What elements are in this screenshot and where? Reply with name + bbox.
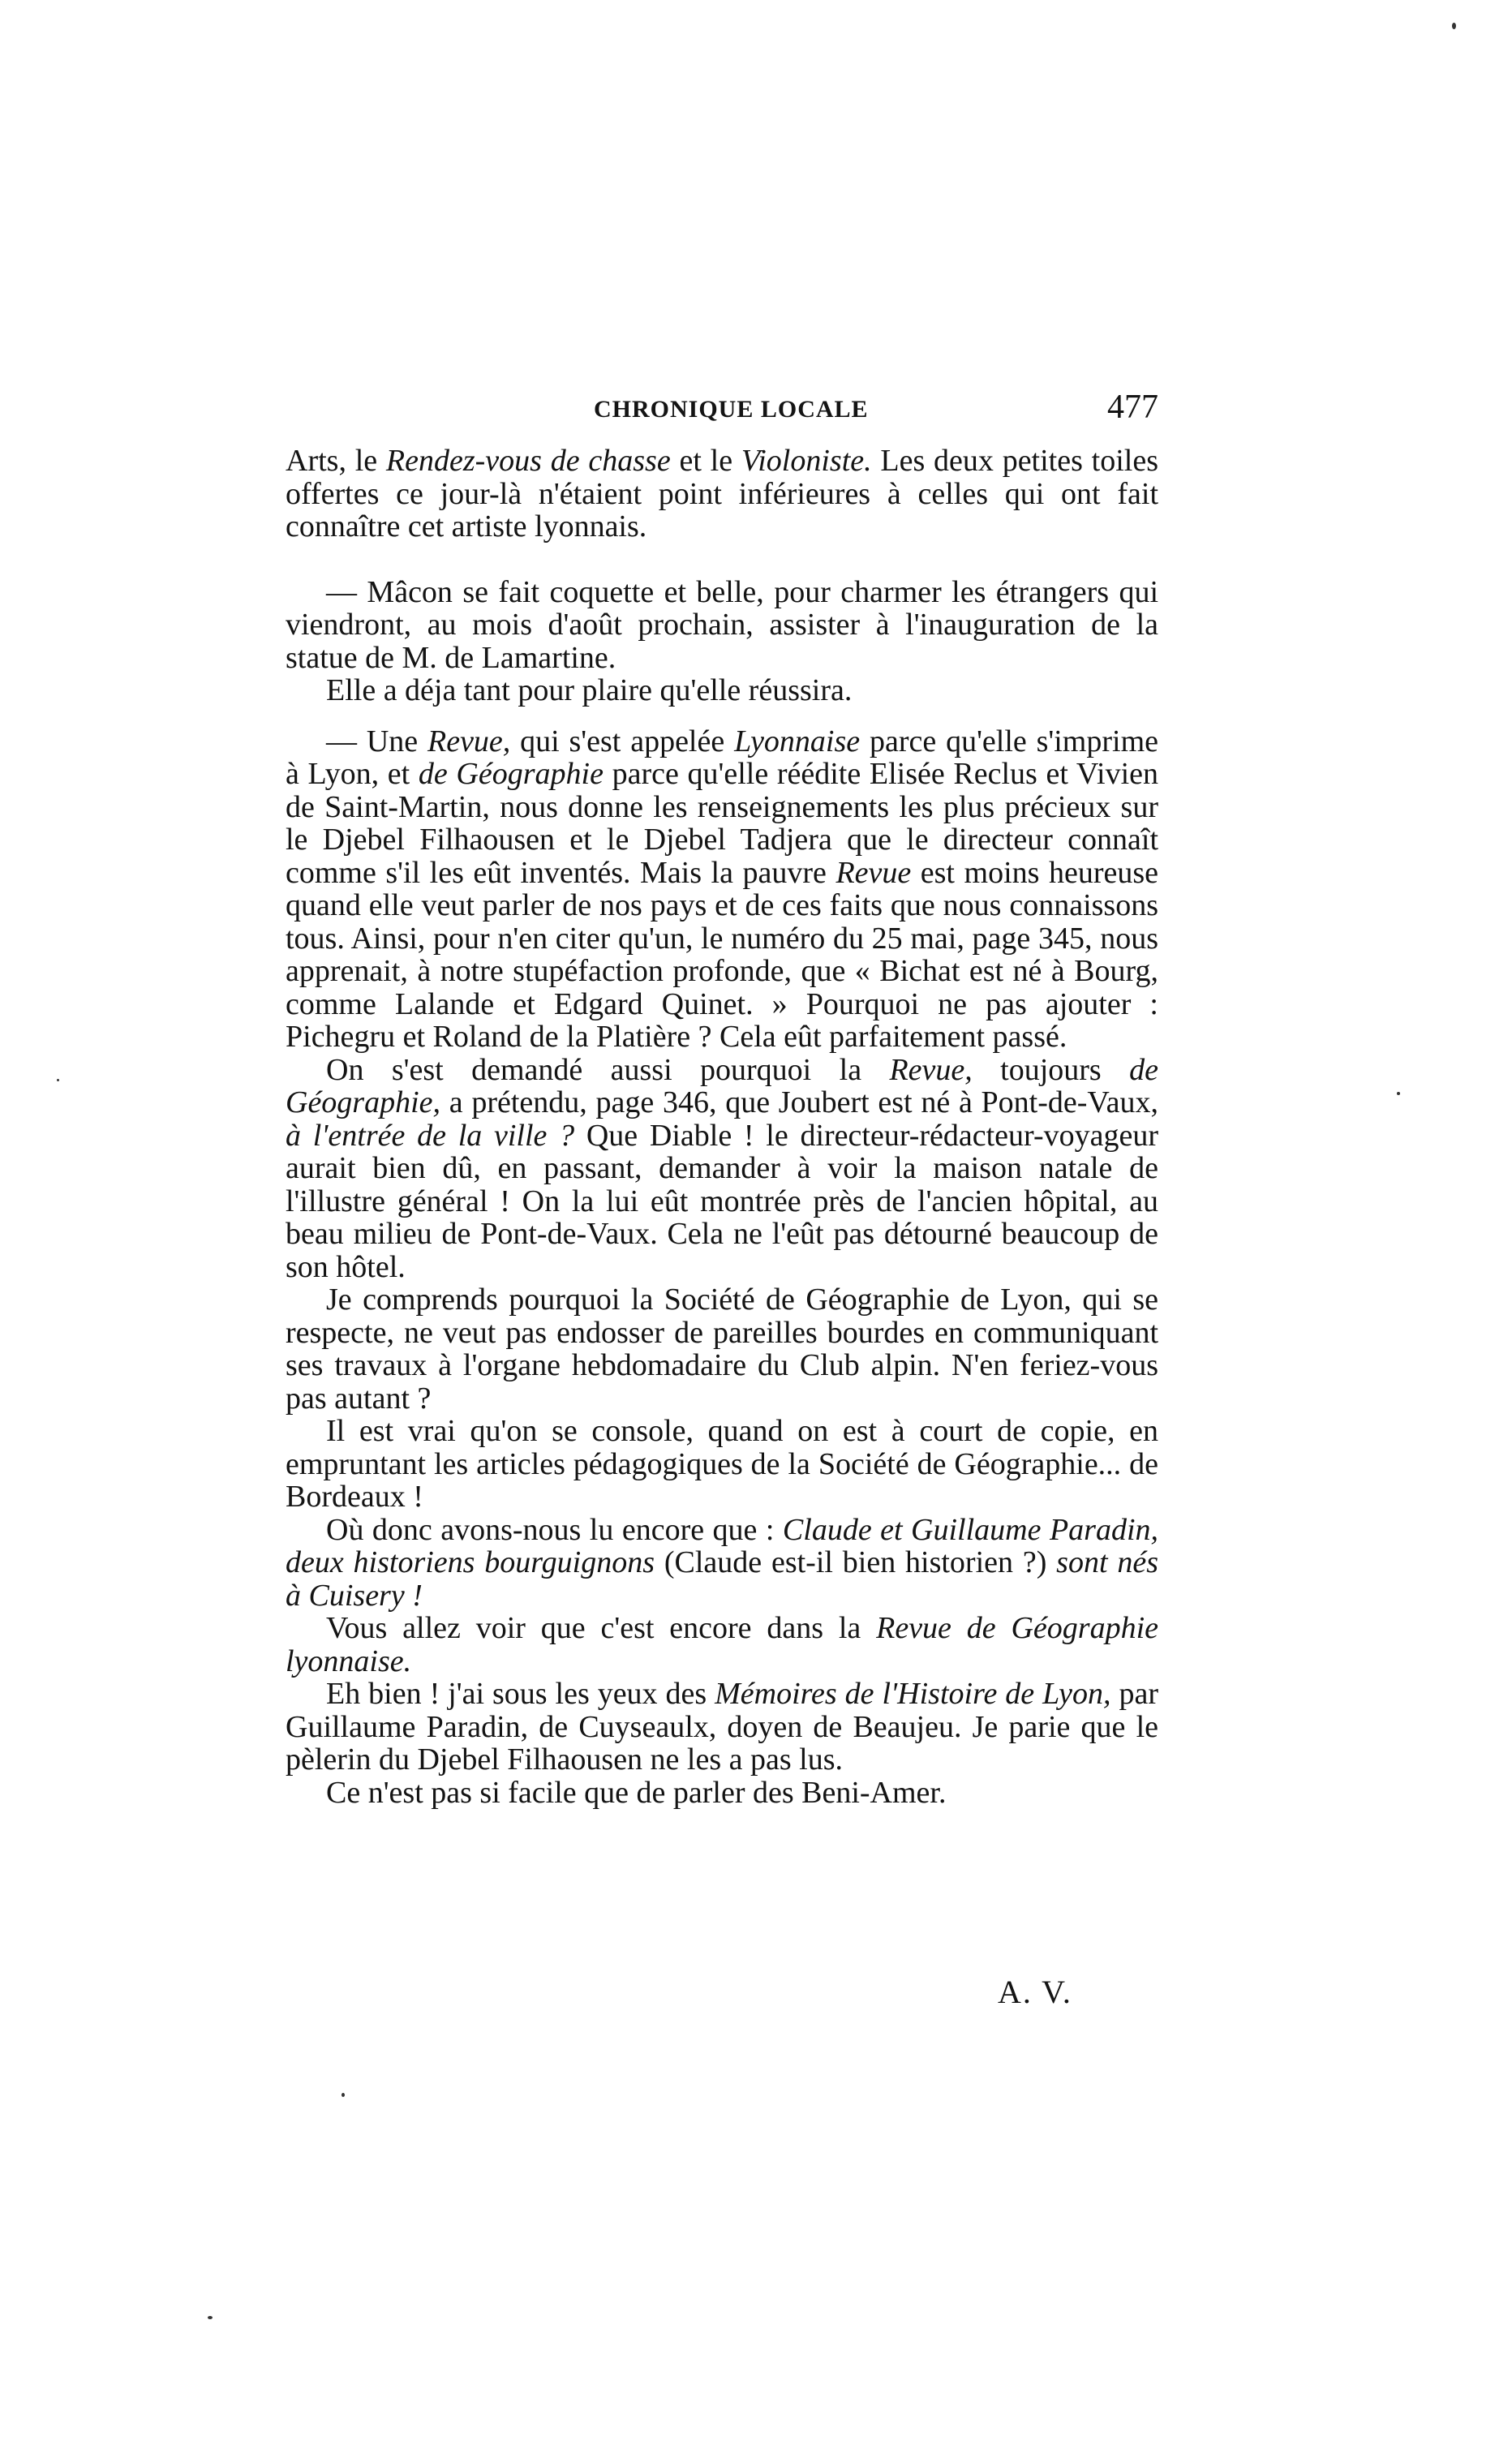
scan-speck bbox=[208, 2316, 213, 2319]
scan-speck bbox=[341, 2093, 345, 2097]
paragraph-2: — Mâcon se fait coquette et belle, pour charmer les étrangers qui viendront, au mois d'août prochain, assister à l'inauguration de la statue de M. de Lamartine. bbox=[286, 574, 1158, 675]
italic-title: de Géographie, bbox=[286, 1052, 1158, 1119]
scan-speck bbox=[57, 1079, 59, 1081]
text-run: a prétendu, page 346, que Joubert est né à Pont-de-Vaux, bbox=[440, 1085, 1158, 1119]
paragraph-4 bbox=[286, 725, 1158, 1054]
paragraph-5 bbox=[286, 1054, 1158, 1284]
italic-title: à l'entrée de la ville ? bbox=[286, 1118, 575, 1153]
italic-title: Violoniste. bbox=[741, 444, 872, 478]
paragraph-3: Elle a déja tant pour plaire qu'elle réussira. bbox=[326, 673, 853, 707]
text-run: toujours bbox=[972, 1052, 1130, 1087]
page-header bbox=[286, 388, 1158, 436]
italic-title: Revue, bbox=[889, 1052, 973, 1087]
signature: A. V. bbox=[998, 1974, 1072, 2010]
italic-title: Lyonnaise bbox=[734, 724, 861, 758]
text-run: Eh bien ! j'ai sous les yeux des bbox=[326, 1677, 715, 1711]
text-run: est moins heureuse quand elle veut parler de nos pays et de ces faits que nous connaissons tous. Ainsi, pour n'en citer qu'un, le numéro du 25 mai, page 345, nous apprenait, à notre stupéfaction profonde, que « Bichat est né à Bourg, comme Lalande et Edgard Quinet. » Pourquoi ne pas ajouter : Pichegru et Roland de la Platière ? Cela eût parfaitement passé. bbox=[286, 855, 1158, 1054]
paragraph-1 bbox=[286, 445, 1158, 544]
paragraph-9 bbox=[286, 1612, 1158, 1678]
text-run: Où donc avons-nous lu encore que : bbox=[326, 1512, 783, 1547]
paragraph-7: Il est vrai qu'on se console, quand on est à court de copie, en empruntant les articles pédagogiques de la Société de Géographie... de Bordeaux ! bbox=[286, 1414, 1158, 1514]
paragraph-11: Ce n'est pas si facile que de parler des Beni-Amer. bbox=[326, 1775, 947, 1810]
scan-speck bbox=[1452, 23, 1456, 29]
scan-speck bbox=[1397, 1092, 1400, 1095]
italic-title: Rendez-vous de chasse bbox=[385, 444, 671, 478]
paragraph-10 bbox=[286, 1678, 1158, 1777]
italic-title: Mémoires de l'Histoire de Lyon, bbox=[715, 1677, 1111, 1711]
italic-title: Revue, bbox=[427, 724, 511, 758]
body-text bbox=[286, 445, 1158, 1809]
page-number: 477 bbox=[1107, 389, 1158, 426]
paragraph-6: Je comprends pourquoi la Société de Géographie de Lyon, qui se respecte, ne veut pas endosser de pareilles bourdes en communiquant ses travaux à l'organe hebdomadaire du Club alpin. N'en feriez-vous pas autant ? bbox=[286, 1283, 1158, 1416]
text-run: — Une bbox=[326, 724, 427, 758]
text-run: qui s'est appelée bbox=[510, 724, 735, 758]
text-run: parce qu'elle s'imprime à Lyon, et bbox=[286, 724, 1158, 791]
text-run: Que Diable ! le directeur-rédacteur-voyageur aurait bien dû, en passant, demander à voir la maison natale de l'illustre général ! On la lui eût montrée près de l'ancien hôpital, au beau milieu de Pont-de-Vaux. Cela ne l'eût pas détourné beaucoup de son hôtel. bbox=[286, 1118, 1158, 1284]
text-run: (Claude est-il bien historien ?) bbox=[655, 1545, 1057, 1579]
running-head: CHRONIQUE LOCALE bbox=[594, 396, 869, 423]
paragraph-8 bbox=[286, 1514, 1158, 1613]
text-run: Arts, le bbox=[286, 444, 386, 478]
italic-title: sont nés à Cuisery ! bbox=[286, 1545, 1158, 1613]
text-run: Les deux petites toiles offertes ce jour-là n'étaient point inférieures à celles qui ont fait connaître cet artiste lyonnais. bbox=[286, 444, 1158, 544]
text-run: et le bbox=[670, 444, 741, 478]
italic-title: Claude et Guillaume Paradin, deux historiens bourguignons bbox=[286, 1512, 1158, 1579]
text-run: On s'est demandé aussi pourquoi la bbox=[326, 1052, 890, 1087]
text-run: Vous allez voir que c'est encore dans la bbox=[326, 1611, 877, 1645]
italic-title: Revue de Géographie lyonnaise. bbox=[286, 1611, 1158, 1678]
italic-title: Revue bbox=[835, 855, 912, 890]
text-run: par Guillaume Paradin, de Cuyseaulx, doyen de Beaujeu. Je parie que le pèlerin du Djebel Filhaousen ne les a pas lus. bbox=[286, 1677, 1158, 1777]
italic-title: de Géographie bbox=[418, 757, 604, 791]
text-run: parce qu'elle réédite Elisée Reclus et Vivien de Saint-Martin, nous donne les renseignements les plus précieux sur le Djebel Filhaousen et le Djebel Tadjera que le directeur connaît comme s'il les eût inventés. Mais la pauvre bbox=[286, 757, 1159, 890]
